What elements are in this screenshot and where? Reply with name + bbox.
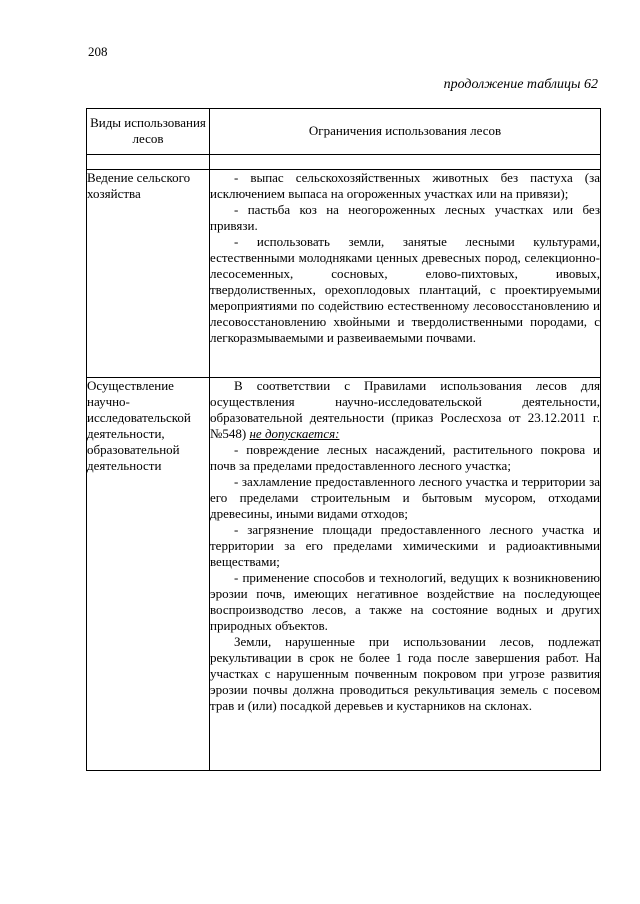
spacer-cell (87, 154, 210, 169)
intro-text: В соответствии с Правилами использования лесов для осуществления научно-исследовательской деятельности, образовательной деятельности (приказ Рослесхоза от 23.12.2011 г. №548) (210, 377, 600, 441)
table-header-row (87, 109, 601, 155)
use-cell: Ведение сельского хозяйства (87, 170, 210, 378)
page-number: 208 (88, 44, 108, 59)
table-caption: продолжение таблицы 62 (443, 77, 598, 92)
restriction-item: - захламление предоставленного лесного участка и территории за его пределами строительным и бытовым мусором, отходами древесины, иными видами отходов; (210, 473, 600, 521)
restriction-item: - повреждение лесных насаждений, растительного покрова и почв за пределами предоставленного лесного участка; (210, 441, 600, 473)
header-restrictions: Ограничения использования лесов (210, 109, 601, 155)
restrictions-cell (210, 170, 601, 378)
table-spacer-row (87, 154, 601, 169)
restrictions-table (86, 108, 601, 771)
header-uses-of-forests: Виды использования лесов (87, 109, 210, 155)
not-allowed-emphasis: не допускается: (249, 425, 340, 441)
use-cell: Осуществление научно-исследовательской деятельности, образовательной деятельности (87, 377, 210, 770)
restriction-intro (210, 378, 600, 442)
table-row (87, 377, 601, 770)
restriction-item: - загрязнение площади предоставленного лесного участка и территории за его пределами химическими и радиоактивными веществами; (210, 521, 600, 569)
restriction-item: - применение способов и технологий, ведущих к возникновению эрозии почв, имеющих негативное воздействие на последующее воспроизводство лесов, а также на состояние водных и других природных объектов. (210, 569, 600, 633)
table-row (87, 170, 601, 378)
restriction-item: - выпас сельскохозяйственных животных без пастуха (за исключением выпаса на огороженных участках или на привязи); (210, 170, 600, 202)
restriction-item: - использовать земли, занятые лесными культурами, естественными молодняками ценных древесных пород, селекционно-лесосеменных, сосновых, елово-пихтовых, ивовых, твердолиственных, орехоплодовых плантаций, с проектируемыми мероприятиями по содействию естественному лесовосстановлению и лесовосстановлению хвойными и твердолиственными породами, с легкоразмываемыми и развеиваемыми почвами. (210, 234, 600, 346)
restriction-item: - пастьба коз на неогороженных лесных участках или без привязи. (210, 202, 600, 234)
restrictions-cell (210, 377, 601, 770)
spacer-cell (210, 154, 601, 169)
reclamation-note: Земли, нарушенные при использовании лесов, подлежат рекультивации в срок не более 1 года после завершения работ. На участках с нарушенным почвенным покровом при угрозе развития эрозии почвы должна проводиться рекультивация земель с посевом трав и (или) посадкой деревьев и кустарников на склонах. (210, 633, 600, 713)
